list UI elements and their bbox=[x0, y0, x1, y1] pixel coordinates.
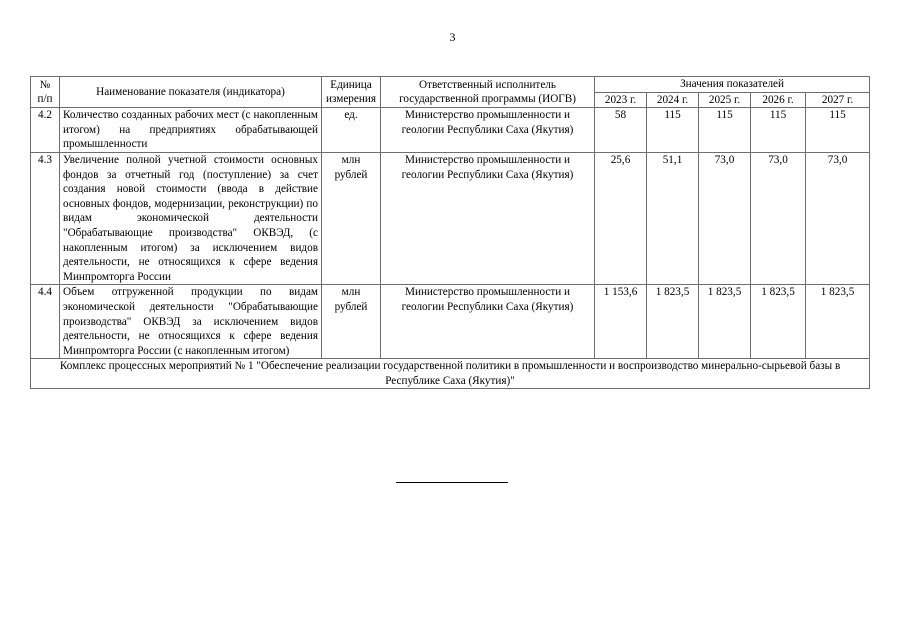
header-year-2023: 2023 г. bbox=[595, 92, 647, 108]
row-value-2024: 1 823,5 bbox=[647, 285, 699, 359]
row-value-2027: 115 bbox=[806, 108, 870, 153]
row-value-2024: 115 bbox=[647, 108, 699, 153]
header-values-group: Значения показателей bbox=[595, 77, 870, 93]
header-num: № п/п bbox=[31, 77, 60, 108]
indicators-table bbox=[30, 76, 870, 389]
table-row bbox=[31, 152, 870, 284]
row-value-2026: 73,0 bbox=[751, 152, 806, 284]
row-unit: млн рублей bbox=[322, 152, 381, 284]
row-num: 4.2 bbox=[31, 108, 60, 153]
table-row bbox=[31, 285, 870, 359]
row-num: 4.3 bbox=[31, 152, 60, 284]
process-complex-row bbox=[31, 359, 870, 389]
header-unit: Единица измерения bbox=[322, 77, 381, 108]
header-executor: Ответственный исполнитель государственной программы (ИОГВ) bbox=[381, 77, 595, 108]
row-executor: Министерство промышленности и геологии Республики Саха (Якутия) bbox=[381, 285, 595, 359]
row-indicator-name: Увеличение полной учетной стоимости основных фондов за отчетный год (поступление) за счет создания новой стоимости (ввода в действие основных фондов, модернизации, реконструкции) по видам экономической деятельности "Обрабатывающие производства" ОКВЭД, (с накопленным итогом) за исключением видов деятельности, не относящихся к сфере ведения Минпромторга России bbox=[60, 152, 322, 284]
row-indicator-name: Объем отгруженной продукции по видам экономической деятельности "Обрабатывающие производства" ОКВЭД за исключением видов деятельности, не относящихся к сфере ведения Минпромторга России (с накопленным итогом) bbox=[60, 285, 322, 359]
row-executor: Министерство промышленности и геологии Республики Саха (Якутия) bbox=[381, 108, 595, 153]
header-year-2026: 2026 г. bbox=[751, 92, 806, 108]
row-unit: ед. bbox=[322, 108, 381, 153]
process-complex-title: Комплекс процессных мероприятий № 1 "Обеспечение реализации государственной политики в промышленности и воспроизводство минерально-сырьевой базы в Республике Саха (Якутия)" bbox=[31, 359, 870, 389]
row-unit: млн рублей bbox=[322, 285, 381, 359]
header-name: Наименование показателя (индикатора) bbox=[60, 77, 322, 108]
row-num: 4.4 bbox=[31, 285, 60, 359]
footer-divider-line bbox=[396, 482, 508, 483]
row-value-2023: 25,6 bbox=[595, 152, 647, 284]
row-value-2026: 115 bbox=[751, 108, 806, 153]
header-year-2024: 2024 г. bbox=[647, 92, 699, 108]
row-indicator-name: Количество созданных рабочих мест (с накопленным итогом) на предприятиях обрабатывающей промышленности bbox=[60, 108, 322, 153]
table-row bbox=[31, 108, 870, 153]
row-value-2027: 73,0 bbox=[806, 152, 870, 284]
row-value-2025: 115 bbox=[699, 108, 751, 153]
row-executor: Министерство промышленности и геологии Республики Саха (Якутия) bbox=[381, 152, 595, 284]
row-value-2025: 1 823,5 bbox=[699, 285, 751, 359]
header-row-1 bbox=[31, 77, 870, 93]
header-year-2025: 2025 г. bbox=[699, 92, 751, 108]
row-value-2026: 1 823,5 bbox=[751, 285, 806, 359]
row-value-2027: 1 823,5 bbox=[806, 285, 870, 359]
row-value-2023: 58 bbox=[595, 108, 647, 153]
page-number: 3 bbox=[449, 30, 456, 44]
row-value-2025: 73,0 bbox=[699, 152, 751, 284]
header-year-2027: 2027 г. bbox=[806, 92, 870, 108]
row-value-2023: 1 153,6 bbox=[595, 285, 647, 359]
row-value-2024: 51,1 bbox=[647, 152, 699, 284]
